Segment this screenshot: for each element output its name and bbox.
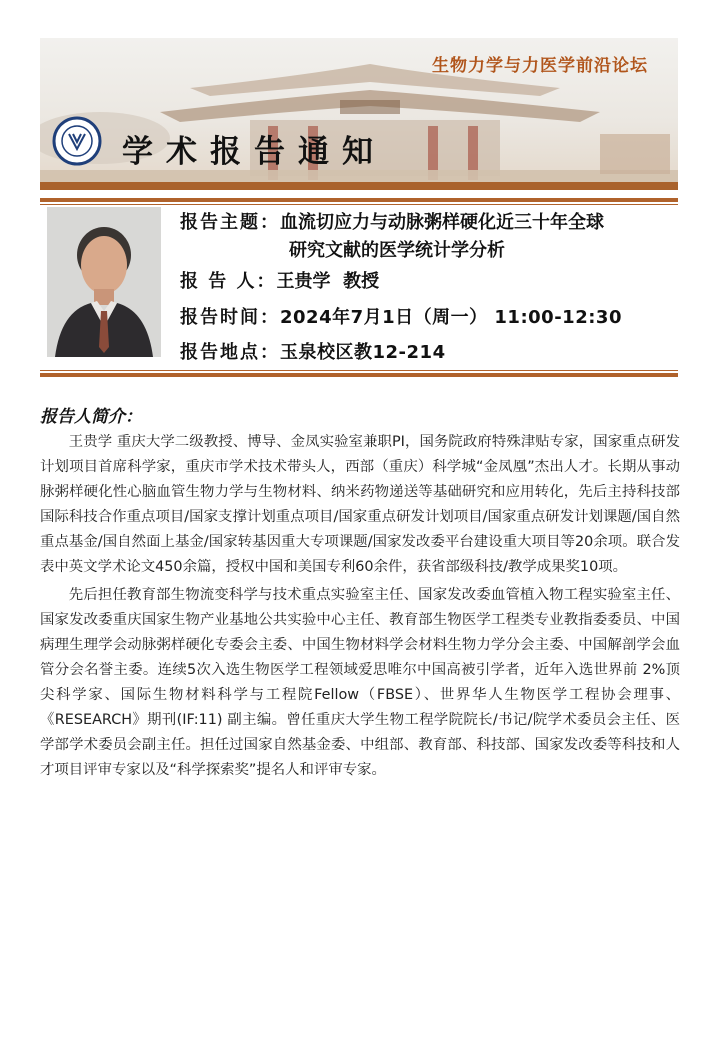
time-value: 2024年7月1日（周一） 11:00-12:30 <box>280 307 622 328</box>
talk-place <box>180 338 446 364</box>
talk-topic <box>180 208 604 234</box>
bio-heading: 报告人简介： <box>40 407 142 427</box>
topic-label: 报告主题： <box>180 212 280 233</box>
talk-speaker <box>180 267 379 293</box>
time-label: 报告时间： <box>180 307 280 328</box>
speaker-photo <box>47 207 161 357</box>
topic-line-1: 血流切应力与动脉粥样硬化近三十年全球 <box>280 212 604 233</box>
forum-title: 生物力学与力医学前沿论坛 <box>432 56 648 76</box>
zhejiang-university-seal-icon <box>52 116 102 166</box>
bio-paragraph-2: 先后担任教育部生物流变科学与技术重点实验室主任、国家发改委血管植入物工程实验室主任、国家发改委重庆国家生物产业基地公共实验中心主任、教育部生物医学工程类专业教指委委员、中国病理生理学会动脉粥样硬化专委会主委、中国生物材料学会材料生物力学分会主委、中国解剖学会血管分会名誉主委。连续5次入选生物医学工程领域爱思唯尔中国高被引学者，近年入选世界前 2%顶尖科学家、国际生物材料科学与工程院Fellow（FBSE）、世界华人生物医学工程协会理事、《RESEARCH》期刊(IF:11) 副主编。曾任重庆大学生物工程学院院长/书记/院学术委员会主任、医学部学术委员会副主任。担任过国家自然基金委、中组部、教育部、科技部、国家发改委等科技和人才项目评审专家以及“科学探索奖”提名人和评审专家。 <box>40 587 680 778</box>
speaker-label: 报 告 人： <box>180 271 277 292</box>
bio-body <box>40 430 680 787</box>
banner-bottom-band <box>40 182 678 190</box>
place-label: 报告地点： <box>180 342 280 363</box>
divider-top-thin <box>40 204 678 205</box>
bio-paragraph-1: 王贵学 重庆大学二级教授、博导、金凤实验室兼职PI，国务院政府特殊津贴专家，国家重点研发计划项目首席科学家，重庆市学术技术带头人，西部（重庆）科学城“金凤凰”杰出人才。长期从事动脉粥样硬化性心脑血管生物力学与生物材料、纳米药物递送等基础研究和应用转化，先后主持科技部国际科技合作重点项目/国家支撑计划重点项目/国家重点研发计划项目/国家重点研发计划课题/国自然重点基金/国自然面上基金/国家转基因重大专项课题/国家发改委平台建设重大项目等20余项。联合发表中英文学术论文450余篇，授权中国和美国专利60余件，获省部级科技/教学成果奖10项。 <box>40 434 680 575</box>
place-value: 玉泉校区教12-214 <box>280 342 446 363</box>
divider-top <box>40 198 678 202</box>
divider-bottom-thin <box>40 370 678 371</box>
header-banner <box>40 38 678 190</box>
speaker-value: 王贵学 教授 <box>276 271 380 292</box>
divider-bottom <box>40 373 678 377</box>
notice-title: 学术报告通知 <box>122 134 386 170</box>
topic-line-2: 研究文献的医学统计学分析 <box>289 240 505 261</box>
talk-time <box>180 303 622 329</box>
